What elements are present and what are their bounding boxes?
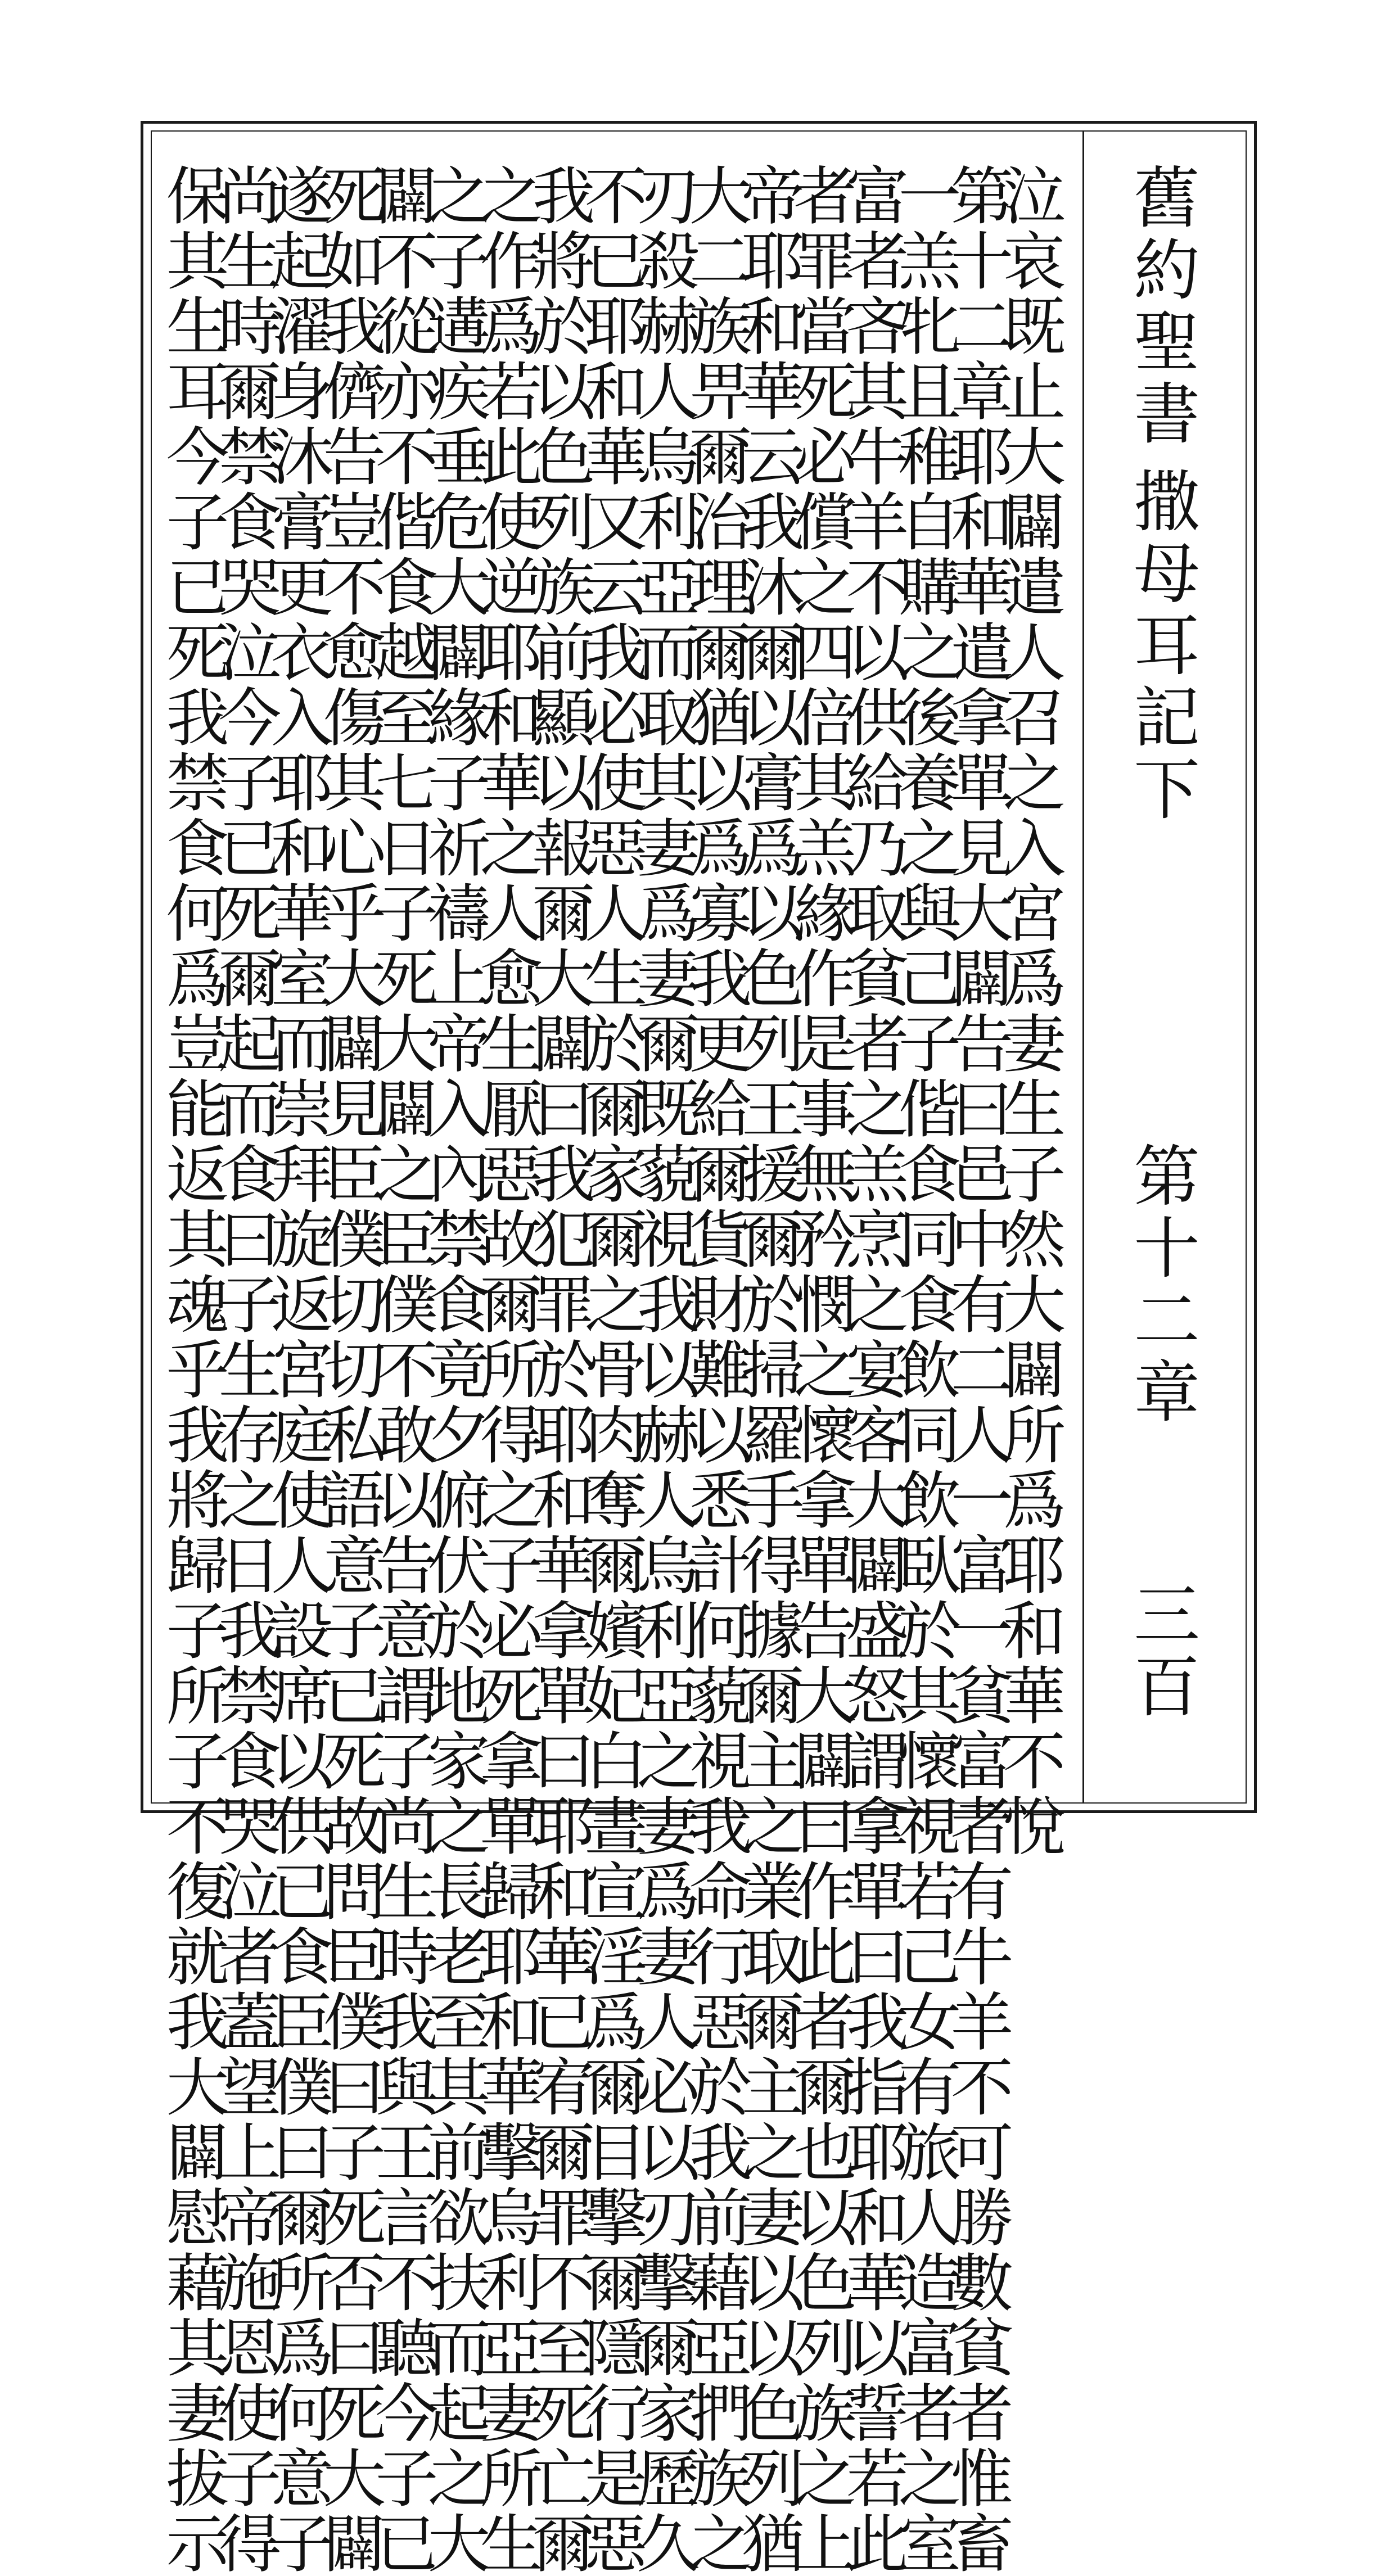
text-column: 第十二章耶和華遣拿單見大闢告曰邑中有二人一富一貧富者有牛羊不可勝數貧者惟畜 xyxy=(940,163,1013,2576)
text-column: 遂起濯身沐膏更衣入耶和華室而崇拜旋返宮庭使人設席以供已食臣僕曰爾所爲何意子 xyxy=(260,163,333,2576)
text-column: 富者吝其牛羊不以供給乃取貧者之羔烹之宴客大闢盛怒謂拿單曰我指耶和華以誓若此 xyxy=(836,163,909,2576)
text-column: 一羔牝且稚自購之後養之與己子偕食同食飲同飲臥於其懷視若己女有旅人造富者之室 xyxy=(888,163,961,2576)
text-column: 之子遘疾垂危大闢緣子祈禱上帝入內禁食竟夕俯伏於地家之長老至其前欲扶而起之大 xyxy=(417,163,490,2576)
book-title: 舊約聖書 xyxy=(1122,163,1200,451)
chapter-title: 第十二章 xyxy=(1122,1141,1200,1429)
text-column: 刃殺赫人烏利亞而取其妻爲妻爾既藐視我以赫人烏利亞之妻爲妻人必以刃擊爾家歷久 xyxy=(626,163,700,2576)
text-column: 者罪當死必償之四倍其羔緣作是事無矜憫之懷拿單告大闢曰作此者爾也以色列族之上 xyxy=(783,163,856,2576)
text-column: 我將於以色列族前顯以報爾大闢曰我犯罪於耶和華拿單曰耶和華已宥爾罪不至死亡爾 xyxy=(522,163,595,2576)
text-column: 闢不從亦不偕食越至七日子死大闢之臣僕不敢以告意謂子尚生時我與王言不聽今子已 xyxy=(365,163,438,2576)
header-divider-line xyxy=(1082,130,1084,1804)
text-column: 死如我儕告豈不愈傷其心乎大闢見臣僕切切私語意子已死故問臣僕曰子死否曰死大闢 xyxy=(313,163,386,2576)
page-number: 三百 xyxy=(1122,1580,1200,1724)
text-column: 保其生耳今子已死我禁食何爲豈能返其魂乎我將歸子所子不復就我大闢慰藉其妻拔示 xyxy=(156,163,229,2576)
text-column: 泣哀既止大闢遣人召之入宮爲妻生子然大闢所爲耶和華不悅 xyxy=(993,163,1066,1859)
text-column: 大二族畀爾治理爾猶以爲寡我更給爾貨財難以悉計何藐視我命行惡於我前藉亞捫族之 xyxy=(679,163,752,2576)
text-column: 之作爲若此使逆耶和華之人愈生厭惡故爾所得之子必死拿單歸耶和華擊烏利亞妻所生 xyxy=(470,163,543,2576)
text-column: 不已耶和華又云我必使惡人生於爾家爾之骨肉奪爾嬪妃白晝宣淫爲爾目擊爾隱行是惡 xyxy=(574,163,647,2576)
section-title: 撒母耳記下 xyxy=(1122,467,1200,826)
text-column: 尚生時爾禁食哭泣今子已死爾起而食曰子生存之日我禁食哭泣者蓋望上帝施恩使子得 xyxy=(208,163,281,2576)
main-text-area xyxy=(156,163,1068,2576)
text-column: 帝耶和華云我沐爾以膏爲以色列王援爾於掃羅手得據爾主之業取爾主之妻以以色列猶 xyxy=(731,163,804,2576)
